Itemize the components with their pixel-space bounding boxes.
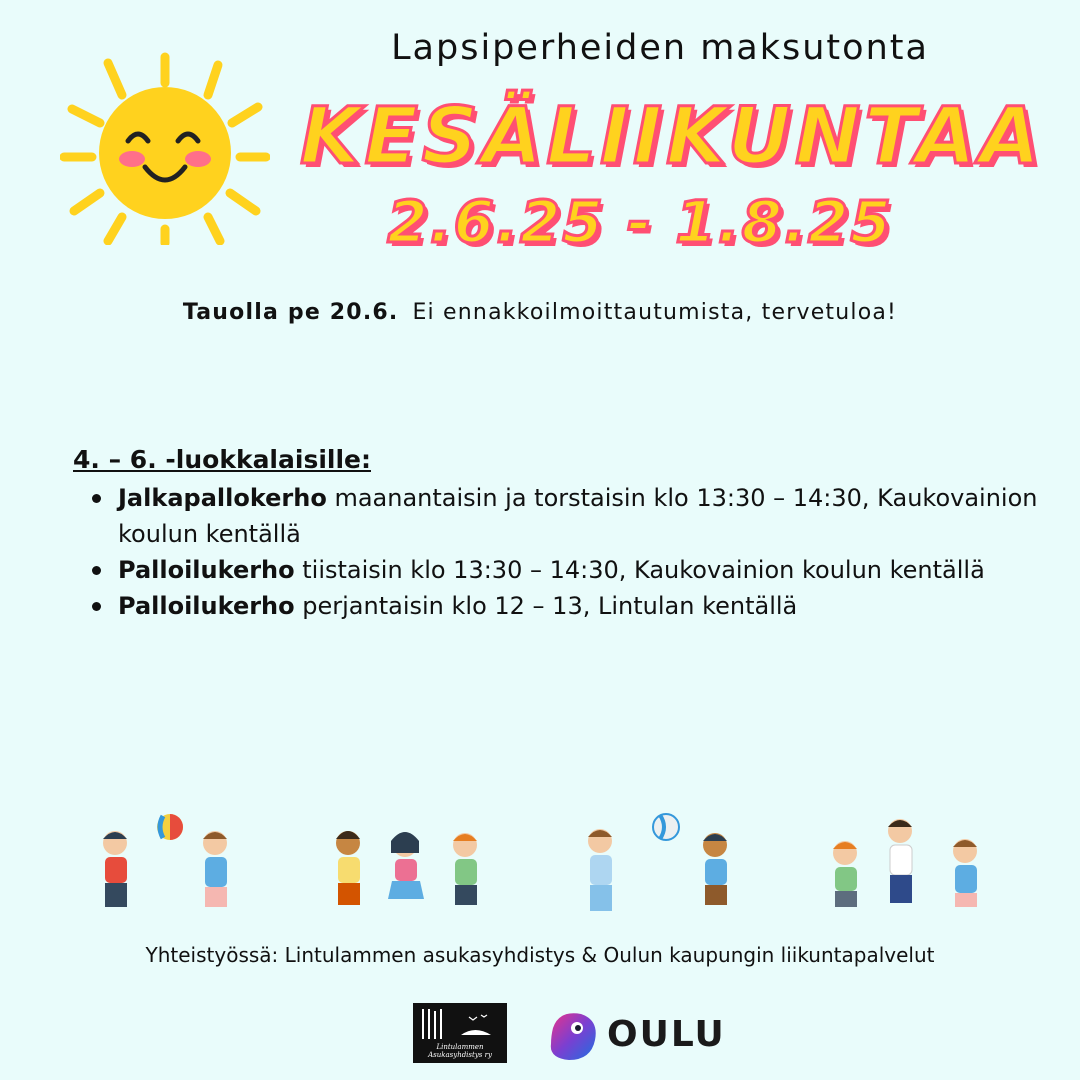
oulu-emblem-icon (545, 1008, 601, 1064)
activity-list (92, 480, 1052, 624)
child-figure (833, 841, 857, 907)
activity-details: maanantaisin ja torstaisin klo 13:30 – 14:30, Kaukovainion koulun kentällä (118, 484, 1038, 548)
child-figure (588, 829, 612, 911)
child-figure (388, 832, 424, 899)
child-figure (103, 831, 127, 907)
trees-and-birds-icon (417, 1007, 503, 1041)
activity-details: perjantaisin klo 12 – 13, Lintulan kentällä (294, 592, 798, 620)
activity-details: tiistaisin klo 13:30 – 14:30, Kaukovainion koulun kentällä (294, 556, 985, 584)
activity-name: Palloilukerho (118, 556, 295, 584)
child-figure (453, 833, 477, 905)
child-figure (336, 831, 360, 905)
registration-notice: Ei ennakkoilmoittautumista, tervetuloa! (412, 300, 898, 325)
children-playing-illustration (70, 805, 1020, 935)
activity-name: Palloilukerho (118, 592, 295, 620)
child-figure (203, 831, 227, 907)
list-item (92, 552, 1052, 588)
grade-group-heading: 4. – 6. -luokkalaisille: (73, 445, 371, 474)
poster-subtitle: Lapsiperheiden maksutonta (391, 28, 929, 68)
break-notice: Tauolla pe 20.6. (182, 300, 399, 325)
association-name: Lintulammen (436, 1043, 484, 1051)
list-item (92, 480, 1052, 552)
activity-name: Jalkapallokerho (118, 484, 327, 512)
oulu-city-logo (545, 1008, 725, 1064)
poster-title: KESÄLIIKUNTAA (300, 92, 1045, 182)
child-figure (888, 819, 912, 903)
list-item (92, 588, 1052, 624)
partners-footer: Yhteistyössä: Lintulammen asukasyhdistys & Oulun kaupungin liikuntapalvelut (145, 943, 935, 967)
beach-ball-icon (157, 814, 183, 840)
date-range: 2.6.25 - 1.8.25 (387, 188, 893, 256)
association-logo (413, 1003, 507, 1063)
association-suffix: Asukasyhdistys ry (428, 1051, 492, 1059)
child-figure (703, 833, 727, 905)
beach-ball-icon (653, 814, 679, 840)
child-figure (953, 839, 977, 907)
notice-line (0, 300, 1080, 325)
smiling-sun-illustration (60, 45, 270, 245)
oulu-wordmark: OULU (607, 1014, 726, 1055)
